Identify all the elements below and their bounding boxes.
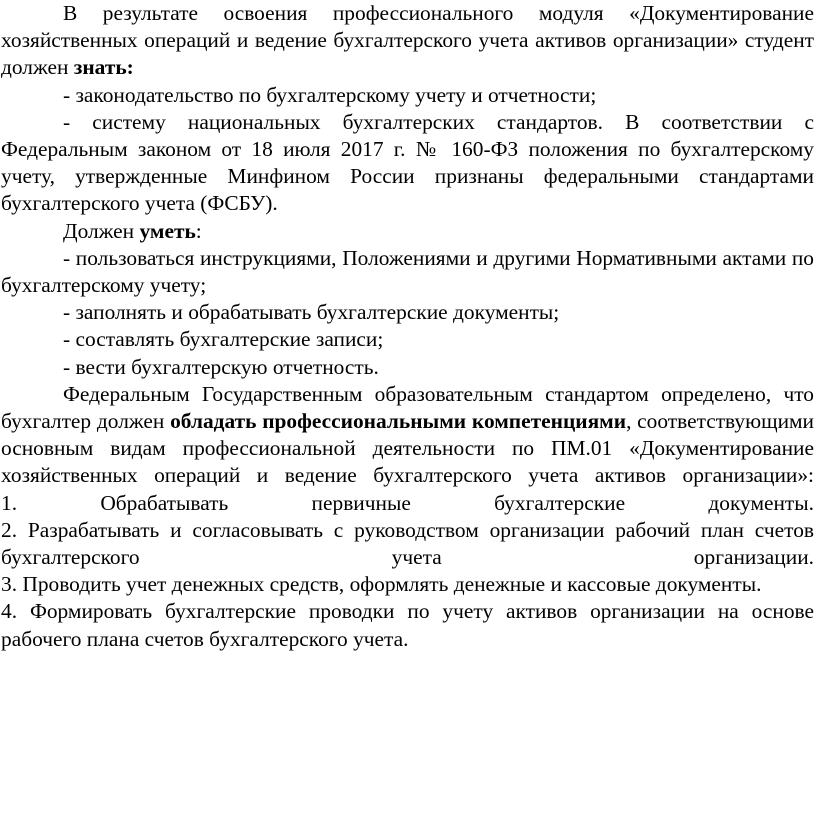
skill-item: - составлять бухгалтерские записи; [63, 327, 384, 352]
competency-item: 4. Формировать бухгалтерские проводки по учету активов организации на основе рабочего плана счетов бухгалтерского учета. [1, 599, 814, 651]
skills-heading-text: Должен [63, 218, 140, 243]
fgos-text-after: , соответствующими основным видам профессиональной деятельности по ПМ.01 «Документирование хозяйственных операций и ведение бухгалтерского учета активов организации»: [1, 409, 814, 488]
intro-text: В результате освоения профессионального модуля «Документирование хозяйственных операций и ведение бухгалтерского учета активов организации» студент должен [1, 1, 814, 80]
intro-paragraph [1, 0, 814, 82]
skill-item: - пользоваться инструкциями, Положениями и другими Нормативными актами по бухгалтерскому учету; [1, 245, 814, 298]
competency-item: 3. Проводить учет денежных средств, оформлять денежные и кассовые документы. [1, 572, 762, 597]
skill-item: - заполнять и обрабатывать бухгалтерские документы; [63, 300, 560, 325]
know-item: - законодательство по бухгалтерскому учету и отчетности; [63, 82, 597, 107]
skill-item: - вести бухгалтерскую отчетность. [63, 354, 379, 379]
skills-heading [1, 218, 814, 245]
fgos-bold: обладать профессиональными компетенциями [170, 409, 627, 434]
intro-bold-know: знать: [73, 55, 134, 80]
fgos-text: Федеральным Государственным образовательным стандартом определено, что бухгалтер должен [1, 381, 814, 434]
competency-item: 2. Разрабатывать и согласовывать с руководством организации рабочий план счетов бухгалтерского учета организации. [1, 517, 814, 570]
competency-item: 1. Обрабатывать первичные бухгалтерские документы. [1, 490, 814, 515]
know-item: - систему национальных бухгалтерских стандартов. В соответствии с Федеральным законом от 18 июля 2017 г. № 160-ФЗ положения по бухгалтерскому учету, утвержденные Минфином России признаны федеральными стандартами бухгалтерского учета (ФСБУ). [1, 109, 814, 216]
skills-heading-bold: уметь [139, 218, 196, 243]
skills-heading-colon: : [195, 218, 202, 243]
fgos-paragraph [1, 381, 814, 490]
